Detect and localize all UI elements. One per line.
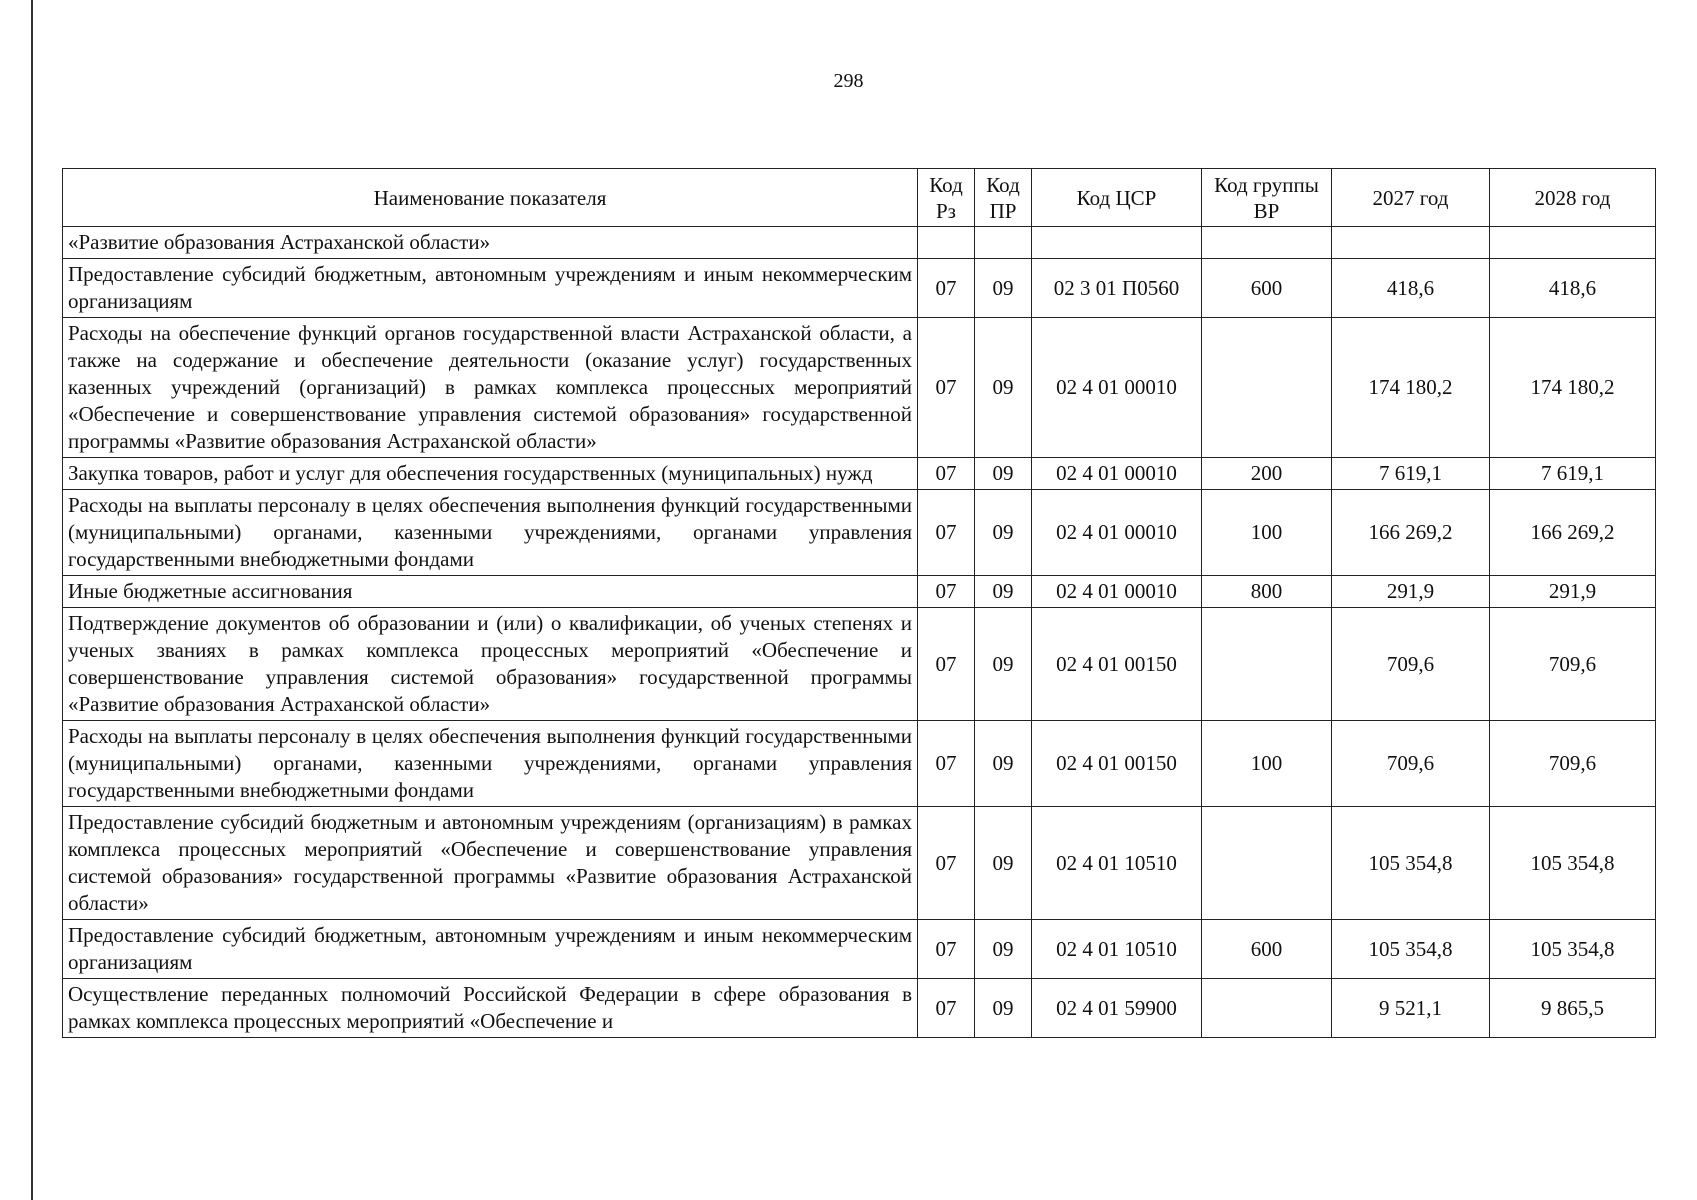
row-name: Предоставление субсидий бюджетным, автономным учреждениям и иным некоммерческим организациям (63, 920, 918, 979)
row-csr: 02 4 01 00010 (1032, 458, 1202, 490)
row-2028: 709,6 (1490, 608, 1656, 721)
row-rz: 07 (918, 259, 975, 318)
row-pr: 09 (975, 979, 1032, 1038)
row-name: Предоставление субсидий бюджетным и автономным учреждениям (организациям) в рамках комплекса процессных мероприятий «Обеспечение и совершенствование управления системой образования» государственной программы «Развитие образования Астраханской области» (63, 807, 918, 920)
row-vr (1202, 979, 1332, 1038)
row-pr: 09 (975, 576, 1032, 608)
row-2027: 709,6 (1332, 721, 1490, 807)
row-rz: 07 (918, 576, 975, 608)
row-vr (1202, 227, 1332, 259)
row-2027 (1332, 227, 1490, 259)
row-name: Предоставление субсидий бюджетным, автономным учреждениям и иным некоммерческим организациям (63, 259, 918, 318)
row-2027: 174 180,2 (1332, 318, 1490, 458)
row-name: Закупка товаров, работ и услуг для обеспечения государственных (муниципальных) нужд (63, 458, 918, 490)
row-csr: 02 4 01 00150 (1032, 608, 1202, 721)
row-pr (975, 227, 1032, 259)
row-name: Осуществление переданных полномочий Российской Федерации в сфере образования в рамках комплекса процессных мероприятий «Обеспечение и (63, 979, 918, 1038)
table-header-row (63, 169, 1656, 227)
row-2028: 105 354,8 (1490, 920, 1656, 979)
table-row (63, 920, 1656, 979)
header-csr: Код ЦСР (1032, 169, 1202, 227)
table-row (63, 721, 1656, 807)
table-row (63, 576, 1656, 608)
row-rz: 07 (918, 490, 975, 576)
header-year-2027: 2027 год (1332, 169, 1490, 227)
row-rz: 07 (918, 920, 975, 979)
row-pr: 09 (975, 721, 1032, 807)
row-2028: 105 354,8 (1490, 807, 1656, 920)
row-2027: 418,6 (1332, 259, 1490, 318)
table-row (63, 490, 1656, 576)
row-csr: 02 3 01 П0560 (1032, 259, 1202, 318)
row-vr: 100 (1202, 490, 1332, 576)
row-csr: 02 4 01 10510 (1032, 807, 1202, 920)
table-row (63, 979, 1656, 1038)
table-row (63, 259, 1656, 318)
table-row (63, 458, 1656, 490)
row-vr: 200 (1202, 458, 1332, 490)
row-pr: 09 (975, 259, 1032, 318)
header-year-2028: 2028 год (1490, 169, 1656, 227)
row-vr: 600 (1202, 920, 1332, 979)
header-vr: Код группы ВР (1202, 169, 1332, 227)
row-csr: 02 4 01 00010 (1032, 576, 1202, 608)
row-csr (1032, 227, 1202, 259)
page-number: 298 (833, 70, 864, 92)
row-2027: 105 354,8 (1332, 807, 1490, 920)
row-pr: 09 (975, 318, 1032, 458)
row-2027: 9 521,1 (1332, 979, 1490, 1038)
row-name: Расходы на обеспечение функций органов государственной власти Астраханской области, а также на содержание и обеспечение деятельности (оказание услуг) государственных казенных учреждений (организаций) в рамках комплекса процессных мероприятий «Обеспечение и совершенствование управления системой образования» государственной программы «Развитие образования Астраханской области» (63, 318, 918, 458)
row-name: Расходы на выплаты персоналу в целях обеспечения выполнения функций государственными (муниципальными) органами, казенными учреждениями, органами управления государственными внебюджетными фондами (63, 490, 918, 576)
row-vr: 100 (1202, 721, 1332, 807)
row-vr (1202, 807, 1332, 920)
row-rz: 07 (918, 458, 975, 490)
row-name: Подтверждение документов об образовании и (или) о квалификации, об ученых степенях и ученых званиях в рамках комплекса процессных мероприятий «Обеспечение и совершенствование управления системой образования» государственной программы «Развитие образования Астраханской области» (63, 608, 918, 721)
header-name: Наименование показателя (63, 169, 918, 227)
row-vr (1202, 608, 1332, 721)
row-name: Иные бюджетные ассигнования (63, 576, 918, 608)
header-rz: Код Рз (918, 169, 975, 227)
row-csr: 02 4 01 59900 (1032, 979, 1202, 1038)
row-csr: 02 4 01 00010 (1032, 490, 1202, 576)
row-rz: 07 (918, 318, 975, 458)
row-rz: 07 (918, 807, 975, 920)
row-csr: 02 4 01 10510 (1032, 920, 1202, 979)
budget-table (62, 168, 1656, 1038)
row-2028: 709,6 (1490, 721, 1656, 807)
row-2028: 174 180,2 (1490, 318, 1656, 458)
row-vr: 800 (1202, 576, 1332, 608)
row-2028: 9 865,5 (1490, 979, 1656, 1038)
table-row (63, 318, 1656, 458)
row-2027: 166 269,2 (1332, 490, 1490, 576)
header-pr: Код ПР (975, 169, 1032, 227)
row-csr: 02 4 01 00010 (1032, 318, 1202, 458)
row-pr: 09 (975, 920, 1032, 979)
row-rz: 07 (918, 979, 975, 1038)
row-2027: 7 619,1 (1332, 458, 1490, 490)
table-row (63, 807, 1656, 920)
row-2027: 291,9 (1332, 576, 1490, 608)
row-rz: 07 (918, 721, 975, 807)
row-2027: 105 354,8 (1332, 920, 1490, 979)
row-2028: 418,6 (1490, 259, 1656, 318)
row-2028 (1490, 227, 1656, 259)
row-csr: 02 4 01 00150 (1032, 721, 1202, 807)
row-name: Расходы на выплаты персоналу в целях обеспечения выполнения функций государственными (муниципальными) органами, казенными учреждениями, органами управления государственными внебюджетными фондами (63, 721, 918, 807)
margin-rule (31, 0, 33, 1200)
row-pr: 09 (975, 458, 1032, 490)
row-2028: 7 619,1 (1490, 458, 1656, 490)
row-vr (1202, 318, 1332, 458)
row-2028: 166 269,2 (1490, 490, 1656, 576)
row-pr: 09 (975, 807, 1032, 920)
row-rz (918, 227, 975, 259)
row-2028: 291,9 (1490, 576, 1656, 608)
row-rz: 07 (918, 608, 975, 721)
row-name: «Развитие образования Астраханской области» (63, 227, 918, 259)
row-vr: 600 (1202, 259, 1332, 318)
row-2027: 709,6 (1332, 608, 1490, 721)
row-pr: 09 (975, 608, 1032, 721)
row-pr: 09 (975, 490, 1032, 576)
table-row (63, 227, 1656, 259)
table-row (63, 608, 1656, 721)
